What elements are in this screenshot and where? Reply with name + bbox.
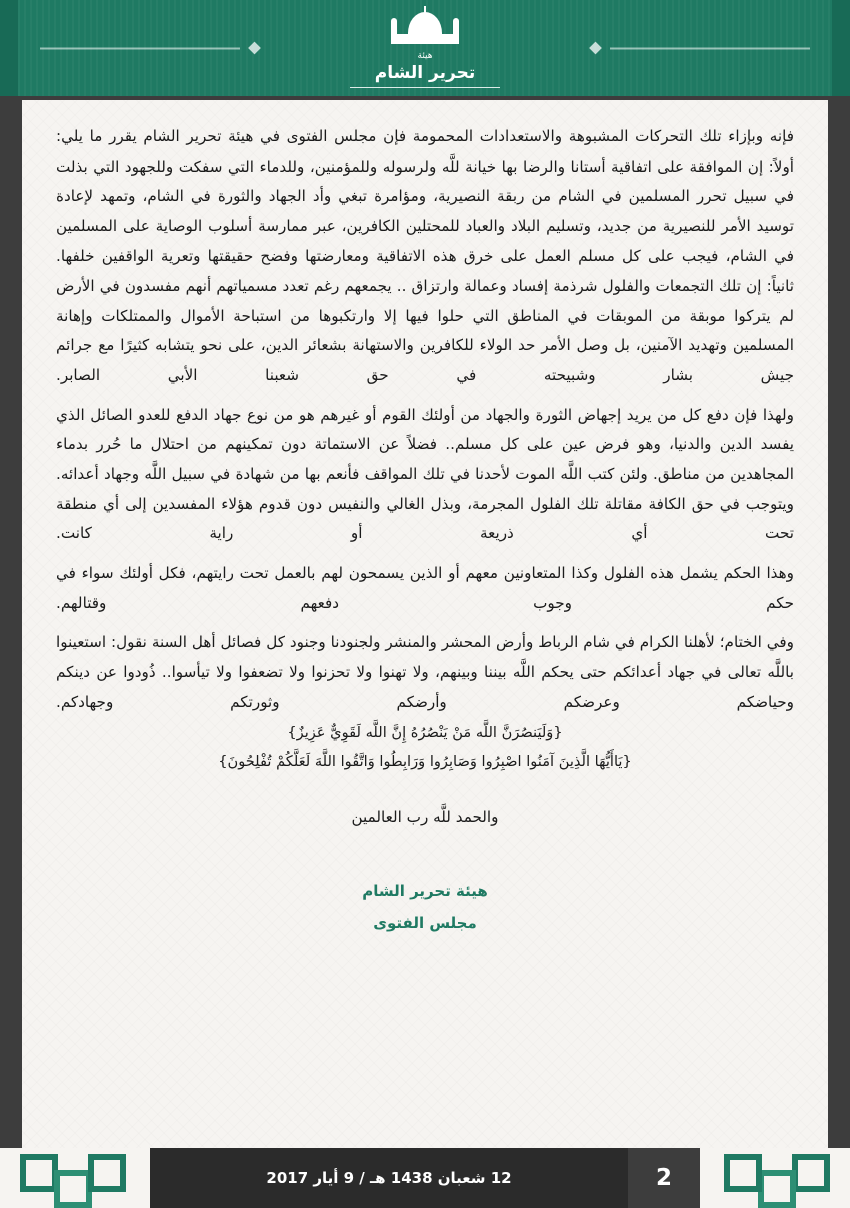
interlocking-squares-icon [792, 1154, 830, 1192]
paragraph-5: وهذا الحكم يشمل هذه الفلول وكذا المتعاونين معهم أو الذين يسمحون لهم بالعمل تحت رايتهم، فكل أولئك سواء في حكم وجوب دفعهم وقتالهم. [56, 563, 794, 612]
signature-block [56, 876, 794, 939]
paragraph-3: ثانياً: إن تلك التجمعات والفلول شرذمة إفساد وعمالة وارتزاق .. يجمعهم رغم تعدد مسمياتهم أنهم مفسدون في الأرض لم يتركوا موبقة من الموبقات في المناطق التي حلوا فيها إلا وارتكبوها من استباحة الأموال والممتلكات وإهانة المسلمين وتهديد الآمنين، بل وصل الأمر حد الولاء للكافرين والاستهانة بشعائر الدين، على نحو يتشابه كثيرًا مع جرائم جيش بشار وشبيحته في حق شعبنا الأبي الصابر. [56, 277, 794, 385]
diamond-divider-icon [589, 42, 602, 55]
header-ornament-right [591, 44, 810, 53]
content-area [0, 100, 850, 1148]
page-number: 2 [628, 1148, 700, 1208]
left-edge-strip [0, 100, 22, 1148]
paragraph-2: أولاً: إن الموافقة على اتفاقية أستانا والرضا بها خيانة للَّه ولرسوله وللمؤمنين، وللدماء التي سفكت وللجهود التي بذلت في سبيل تحرر المسلمين في الشام من ربقة النصيرية، ومؤامرة تبغي وأد الجهاد والثورة في الشام، وتمهد لإعادة توسيد الأمر للنصيرية من جديد، وتسليم البلاد والعباد للمحتلين الكافرين، عبر ممارسة أسلوب الوصاية على المسلمين في الشام، فيجب على كل مسلم العمل على خرق هذه الاتفاقية ومعارضتها وفضح حقيقتها وتعرية الواقفين خلفها. [56, 157, 794, 265]
diamond-divider-icon [248, 42, 261, 55]
organization-logo [350, 6, 500, 90]
ornament-line [40, 47, 240, 49]
quran-verse-1: {وَلَيَنصُرَنَّ اللَّه مَنْ يَنْصُرُهُ إِنَّ اللَّه لَقَوِيٌّ عَزِيزٌ} [287, 724, 563, 742]
page-header [0, 0, 850, 100]
quran-verse-2: {يَاأَيُّهَا الَّذِينَ آمَنُوا اصْبِرُوا وَصَابِرُوا وَرَابِطُوا وَاتَّقُوا اللَّهَ لَعَلَّكُمْ تُفْلِحُونَ} [218, 753, 632, 771]
closing-line: والحمد للَّه رب العالمين [351, 807, 499, 826]
interlocking-squares-icon [54, 1170, 92, 1208]
logo-underline [350, 87, 500, 88]
header-ornament-left [40, 44, 259, 53]
paragraph-1: فإنه وبإزاء تلك التحركات المشبوهة والاستعدادات المحمومة فإن مجلس الفتوى في هيئة تحرير الشام يقرر ما يلي: [56, 127, 794, 145]
interlocking-squares-icon [758, 1170, 796, 1208]
ornament-line [610, 47, 810, 49]
footer-ornament-right [700, 1148, 850, 1208]
publication-date: 12 شعبان 1438 هـ / 9 أيار 2017 [150, 1148, 628, 1208]
interlocking-squares-icon [20, 1154, 58, 1192]
mosque-dome-icon [387, 6, 463, 50]
right-edge-strip [828, 100, 850, 1148]
interlocking-squares-icon [88, 1154, 126, 1192]
logo-script-small: هيئة [417, 51, 433, 61]
page-footer [0, 1148, 850, 1208]
interlocking-squares-icon [724, 1154, 762, 1192]
document-body [34, 122, 816, 939]
paragraph-6: وفي الختام؛ لأهلنا الكرام في شام الرباط وأرض المحشر والمنشر ولجنودنا وجنود كل فصائل أهل السنة نقول: استعينوا باللَّه تعالى في جهاد أعدائكم حتى يحكم اللَّه بيننا وبينهم، ولا تهنوا ولا تحزنوا ولا تضعفوا ولا تيأسوا.. ذُودوا عن دينكم وحياضكم وعرضكم وأرضكم وثورتكم وجهادكم. [56, 633, 794, 711]
organization-name: تحرير الشام [374, 63, 476, 83]
footer-ornament-left [0, 1148, 150, 1208]
signature-council: مجلس الفتوى [373, 913, 477, 932]
signature-organization: هيئة تحرير الشام [362, 882, 488, 901]
paragraph-4: ولهذا فإن دفع كل من يريد إجهاض الثورة والجهاد من أولئك القوم أو غيرهم هو من نوع جهاد الدفع للعدو الصائل الذي يفسد الدين والدنيا، وهو فرض عين على كل مسلم.. فضلاً عن الاستماتة دون تمكينهم من احتلال ما حُرر بدماء المجاهدين من مناطق. ولئن كتب اللَّه الموت لأحدنا في تلك المواقف فأنعم بها من شهادة في سبيل اللَّه وجهاد أعدائه. ويتوجب في حق الكافة مقاتلة تلك الفلول المجرمة، وبذل الغالي والنفيس دون قدوم هؤلاء المفسدين إلى أي منطقة تحت أي ذريعة أو راية كانت. [56, 405, 794, 543]
